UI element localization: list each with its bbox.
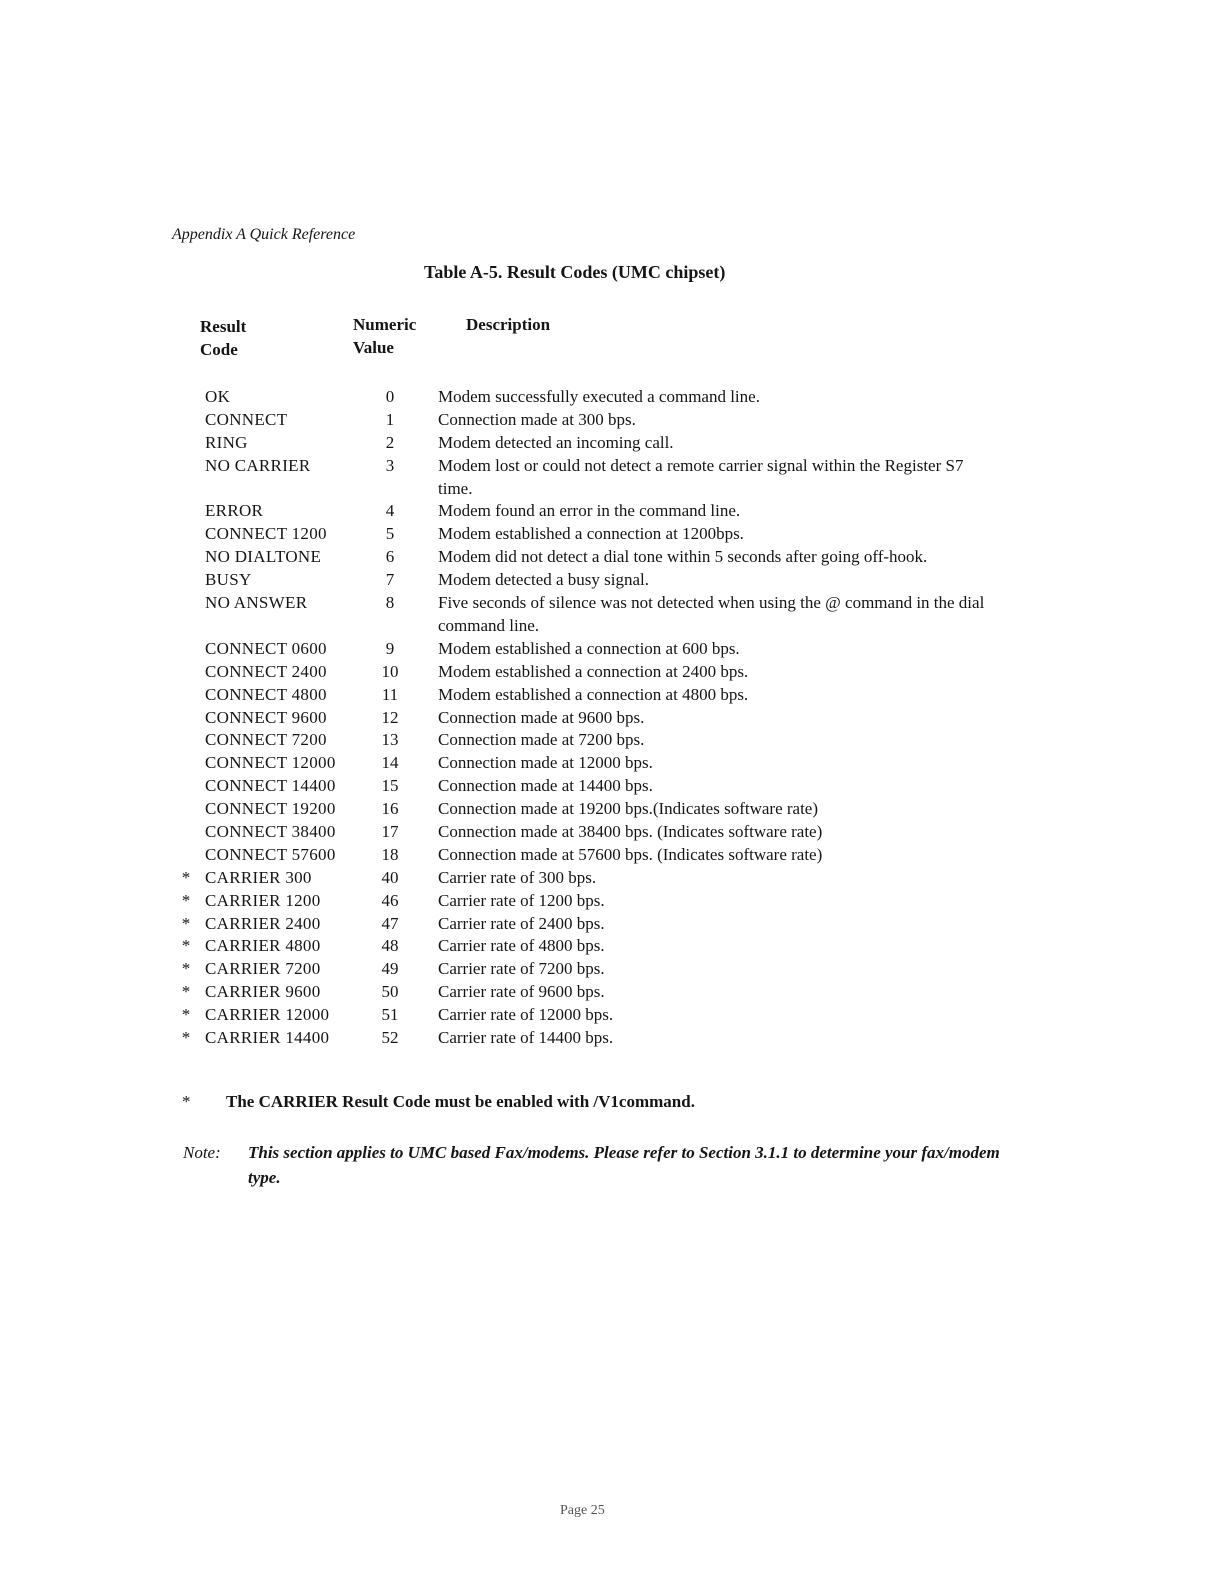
result-code: CARRIER 300	[205, 867, 312, 887]
row-asterisk: *	[181, 1027, 191, 1047]
row-asterisk: *	[181, 867, 191, 887]
row-asterisk: *	[181, 890, 191, 910]
column-header-line: Numeric	[353, 315, 417, 334]
footnote-text: The CARRIER Result Code must be enabled with /V1command.	[226, 1092, 695, 1111]
description: Connection made at 57600 bps. (Indicates software rate)	[438, 844, 823, 864]
result-code: CARRIER 9600	[205, 982, 321, 1002]
result-code: OK	[205, 387, 231, 406]
table-row	[180, 821, 1000, 844]
result-code: CONNECT 7200	[205, 730, 327, 750]
column-header-line: Code	[200, 340, 238, 359]
footnote	[182, 1092, 695, 1112]
description: Connection made at 9600 bps.	[438, 707, 645, 727]
table-row	[180, 913, 1000, 936]
table-row	[180, 935, 1000, 958]
running-header: Appendix A Quick Reference	[172, 226, 356, 243]
numeric-value: 0	[385, 387, 395, 406]
description: Carrier rate of 2400 bps.	[438, 913, 605, 933]
numeric-value: 46	[381, 890, 399, 910]
result-code: CONNECT 9600	[205, 707, 327, 727]
numeric-value: 49	[381, 959, 399, 979]
result-code: BUSY	[205, 570, 252, 590]
result-code: RING	[205, 432, 248, 452]
numeric-value: 12	[381, 707, 399, 727]
numeric-value: 18	[381, 844, 399, 864]
result-code: NO ANSWER	[205, 593, 308, 613]
row-asterisk: *	[181, 959, 191, 979]
result-code: CARRIER 14400	[205, 1027, 330, 1047]
numeric-value: 7	[385, 570, 395, 590]
numeric-value: 15	[381, 776, 399, 796]
table-row	[180, 981, 1000, 1004]
row-asterisk: *	[181, 913, 191, 933]
numeric-value: 8	[385, 593, 395, 613]
result-code: CONNECT 0600	[205, 638, 327, 658]
table-row	[180, 661, 1000, 684]
description: Carrier rate of 300 bps.	[438, 867, 597, 887]
result-code: CARRIER 1200	[205, 890, 321, 910]
description: Connection made at 12000 bps.	[438, 753, 653, 773]
table-row	[180, 867, 1000, 890]
result-codes-table	[180, 386, 1000, 1050]
numeric-value: 11	[381, 684, 399, 704]
table-row	[180, 432, 1000, 455]
result-code: ERROR	[205, 501, 264, 521]
result-code: CONNECT 38400	[205, 821, 336, 841]
table-row	[180, 569, 1000, 592]
result-code: CONNECT 4800	[205, 684, 327, 704]
table-row	[180, 409, 1000, 432]
page-number: Page 25	[560, 1503, 605, 1518]
description: Modem established a connection at 2400 bps.	[438, 661, 749, 681]
numeric-value: 50	[381, 982, 399, 1002]
row-asterisk: *	[181, 1005, 191, 1025]
table-row	[180, 592, 1000, 638]
note	[183, 1140, 1003, 1190]
numeric-value: 1	[385, 409, 395, 429]
numeric-value: 51	[381, 1005, 399, 1025]
numeric-value: 5	[385, 524, 395, 544]
column-header-numeric-value	[353, 313, 416, 359]
note-text: This section applies to UMC based Fax/modems. Please refer to Section 3.1.1 to determine your fax/modem type.	[248, 1143, 1000, 1187]
result-code: CONNECT	[205, 409, 288, 429]
table-row	[180, 1004, 1000, 1027]
result-code: CONNECT 2400	[205, 661, 327, 681]
result-code: CONNECT 14400	[205, 776, 336, 796]
column-header-line: Value	[353, 338, 394, 357]
description: Connection made at 300 bps.	[438, 409, 636, 429]
table-row	[180, 707, 1000, 730]
numeric-value: 48	[381, 936, 399, 956]
description: Carrier rate of 12000 bps.	[438, 1005, 614, 1025]
table-row	[180, 958, 1000, 981]
numeric-value: 9	[385, 638, 395, 658]
result-code: CONNECT 1200	[205, 524, 327, 544]
description: Carrier rate of 4800 bps.	[438, 936, 605, 956]
row-asterisk: *	[181, 936, 191, 956]
table-row	[180, 455, 1000, 501]
numeric-value: 14	[381, 753, 399, 773]
description: Modem detected a busy signal.	[438, 570, 650, 590]
result-code: CONNECT 12000	[205, 753, 336, 773]
numeric-value: 52	[381, 1027, 399, 1047]
result-code: CONNECT 19200	[205, 799, 336, 819]
result-code: NO CARRIER	[205, 455, 311, 475]
description: Carrier rate of 9600 bps.	[438, 982, 605, 1002]
result-code: CARRIER 12000	[205, 1005, 330, 1025]
table-row	[180, 775, 1000, 798]
description: Modem detected an incoming call.	[438, 432, 674, 452]
table-row	[180, 638, 1000, 661]
note-label: Note:	[183, 1143, 221, 1162]
result-code: CARRIER 7200	[205, 959, 321, 979]
description: Five seconds of silence was not detected when using the @ command in the dial command line.	[438, 593, 985, 635]
numeric-value: 47	[381, 913, 399, 933]
description: Modem found an error in the command line.	[438, 501, 741, 521]
description: Carrier rate of 1200 bps.	[438, 890, 605, 910]
numeric-value: 40	[381, 867, 399, 887]
footnote-asterisk: *	[182, 1092, 191, 1111]
column-header-line: Result	[200, 317, 247, 336]
numeric-value: 16	[381, 799, 399, 819]
row-asterisk: *	[181, 982, 191, 1002]
table-row	[180, 844, 1000, 867]
table-row	[180, 684, 1000, 707]
description: Modem lost or could not detect a remote carrier signal within the Register S7 time.	[438, 455, 964, 498]
table-row	[180, 546, 1000, 569]
numeric-value: 17	[381, 821, 399, 841]
column-header-result-code	[200, 315, 246, 361]
numeric-value: 3	[385, 455, 395, 475]
result-code: NO DIALTONE	[205, 547, 322, 567]
table-row	[180, 798, 1000, 821]
description: Modem successfully executed a command line.	[438, 387, 760, 406]
result-code: CARRIER 4800	[205, 936, 321, 956]
numeric-value: 4	[385, 501, 395, 521]
result-code: CARRIER 2400	[205, 913, 321, 933]
description: Connection made at 7200 bps.	[438, 730, 645, 750]
table-row	[180, 890, 1000, 913]
table-row	[180, 500, 1000, 523]
table-row	[180, 1027, 1000, 1050]
description: Carrier rate of 14400 bps.	[438, 1027, 614, 1047]
description: Connection made at 38400 bps. (Indicates software rate)	[438, 821, 823, 841]
numeric-value: 2	[385, 432, 395, 452]
numeric-value: 10	[381, 661, 399, 681]
description: Modem established a connection at 1200bps.	[438, 524, 744, 544]
description: Carrier rate of 7200 bps.	[438, 959, 605, 979]
description: Modem established a connection at 4800 bps.	[438, 684, 749, 704]
description: Modem did not detect a dial tone within 5 seconds after going off-hook.	[438, 547, 928, 567]
table-row	[180, 523, 1000, 546]
description: Connection made at 19200 bps.(Indicates software rate)	[438, 799, 819, 819]
table-row	[180, 386, 1000, 409]
column-header-description: Description	[466, 315, 551, 334]
table-title: Table A-5. Result Codes (UMC chipset)	[424, 262, 726, 282]
result-code: CONNECT 57600	[205, 844, 336, 864]
table-row	[180, 752, 1000, 775]
table-row	[180, 729, 1000, 752]
description: Modem established a connection at 600 bps.	[438, 638, 740, 658]
numeric-value: 13	[381, 730, 399, 750]
numeric-value: 6	[385, 547, 395, 567]
description: Connection made at 14400 bps.	[438, 776, 653, 796]
